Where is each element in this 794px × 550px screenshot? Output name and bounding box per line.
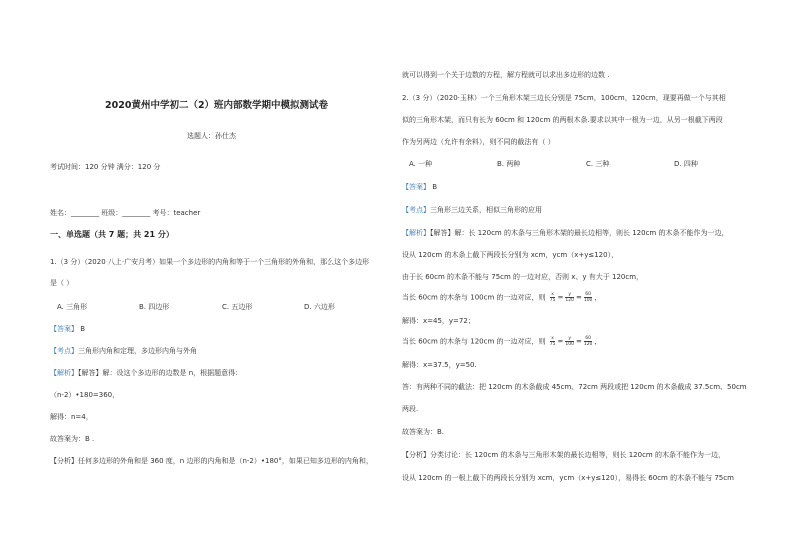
solution-line-with-fraction: 当长 60cm 的木条与 120cm 的一边对应，则 $\frac{x}{75}$ = $\frac{y}{100}$ = $\frac{60}{120}$ ， bbox=[402, 336, 602, 347]
knowledge-point-line bbox=[402, 206, 542, 215]
option-c: C. 三种 bbox=[586, 160, 610, 168]
exam-info: 考试时间：120 分钟 满分：120 分 bbox=[50, 163, 161, 171]
summary-line: 设从 120cm 的一根上截下的两段长分别为 xcm，ycm（x+y≤120），易得长 60cm 的木条不能与 75cm bbox=[402, 474, 734, 482]
option-d: D. 六边形 bbox=[304, 303, 335, 311]
option-b: B. 两种 bbox=[497, 160, 521, 168]
answer-line bbox=[50, 325, 85, 334]
document-title: 2020黄州中学初二（2）班内部数学期中模拟测试卷 bbox=[105, 100, 329, 111]
answer-tag: 【答案】 bbox=[402, 183, 430, 191]
solution-text: 当长 60cm 的木条与 100cm 的一边对应，则 bbox=[402, 293, 546, 302]
solution-line: 解得：x=37.5，y=50. bbox=[402, 361, 477, 369]
denominator: 100 bbox=[583, 298, 593, 303]
denominator: 100 bbox=[565, 342, 574, 347]
option-c: C. 五边形 bbox=[222, 303, 253, 311]
solution-line: 故答案为：B. bbox=[402, 428, 445, 436]
solution-text: ， bbox=[594, 337, 602, 346]
section-heading: 一、单选题（共 7 题；共 21 分） bbox=[50, 230, 174, 239]
summary-text: 任何多边形的外角和是 360 度，n 边形的内角和是（n-2）•180°，如果已知多边形的内角和， bbox=[78, 457, 373, 465]
summary-tag: 【分析】 bbox=[402, 451, 430, 459]
fraction bbox=[565, 292, 574, 303]
solution-text: 当长 60cm 的木条与 120cm 的一边对应，则 bbox=[402, 337, 546, 346]
analysis-line bbox=[50, 369, 242, 378]
fraction bbox=[584, 292, 593, 303]
solution-text: ， bbox=[594, 293, 602, 302]
fraction bbox=[565, 336, 574, 347]
denominator: 75 bbox=[549, 298, 556, 303]
solution-line: 故答案为：B . bbox=[50, 435, 95, 443]
solution-line: 解得：x=45，y=72； bbox=[402, 317, 475, 325]
option-b: B. 四边形 bbox=[139, 303, 170, 311]
student-info: 姓名：________ 班级：________ 考号：teacher bbox=[50, 209, 201, 217]
solution-line: 答：有两种不同的截法：把 120cm 的木条截成 45cm、72cm 两段或把 120cm 的木条截成 37.5cm、50cm bbox=[402, 383, 747, 391]
analysis-line bbox=[402, 229, 728, 238]
fraction bbox=[550, 292, 556, 303]
answer-value: B bbox=[78, 325, 86, 333]
left-page-column bbox=[50, 0, 375, 550]
numerator: x bbox=[551, 292, 554, 297]
numerator: x bbox=[551, 336, 554, 341]
analysis-tag: 【解析】 bbox=[50, 369, 78, 377]
solution-line: 解得：n=4， bbox=[50, 413, 93, 421]
point-text: 三角形内角和定理，多边形内角与外角 bbox=[78, 347, 197, 355]
fraction bbox=[584, 336, 593, 347]
denominator: 75 bbox=[549, 342, 556, 347]
answer-line bbox=[402, 183, 437, 192]
summary-line bbox=[50, 457, 373, 466]
option-a: A. 一种 bbox=[409, 160, 433, 168]
analysis-text: 【解答】解：设这个多边形的边数是 n，根据题意得： bbox=[78, 369, 243, 377]
question-1-stem: 1.（3 分）（2020 八上·广安月考）如果一个多边形的内角和等于一个三角形的外角和，那么这个多边形 bbox=[50, 258, 370, 266]
summary-tag: 【分析】 bbox=[50, 457, 78, 465]
solution-line: （n-2）•180=360， bbox=[50, 391, 120, 399]
point-text: 三角形三边关系，相似三角形的应用 bbox=[430, 206, 542, 214]
continued-text: 就可以得到一个关于边数的方程，解方程就可以求出多边形的边数 . bbox=[402, 71, 610, 79]
answer-value: B bbox=[430, 183, 438, 191]
question-2-stem: 作为另两边（允许有余料），则不同的截法有（ ） bbox=[402, 138, 555, 146]
summary-line bbox=[402, 451, 725, 460]
question-2-stem: 似的三角形木架，而只有长为 60cm 和 120cm 的两根木条.要求以其中一根为一边，从另一根截下两段 bbox=[402, 116, 723, 124]
question-setter: 选题人：孙仕杰 bbox=[187, 132, 236, 140]
summary-text: 分类讨论：长 120cm 的木条与三角形木架的最长边相等，则长 120cm 的木条不能作为一边， bbox=[430, 451, 725, 459]
analysis-tag: 【解析】 bbox=[402, 229, 430, 237]
fraction bbox=[550, 336, 556, 347]
denominator: 120 bbox=[583, 342, 593, 347]
solution-line: 两段. bbox=[402, 405, 419, 413]
solution-line-with-fraction: 当长 60cm 的木条与 100cm 的一边对应，则 $\frac{x}{75}$ = $\frac{y}{120}$ = $\frac{60}{100}$ ， bbox=[402, 292, 602, 303]
question-1-stem-end: 是（ ） bbox=[50, 279, 74, 287]
option-d: D. 四种 bbox=[674, 160, 698, 168]
knowledge-point-line bbox=[50, 347, 197, 356]
numerator: y bbox=[565, 292, 574, 298]
option-a: A. 三角形 bbox=[57, 303, 88, 311]
solution-line: 设从 120cm 的木条上截下两段长分别为 xcm，ycm（x+y≤120）， bbox=[402, 251, 619, 259]
solution-line: 由于长 60cm 的木条不能与 75cm 的一边对应，否则 x、y 有大于 120cm， bbox=[402, 273, 644, 281]
point-tag: 【考点】 bbox=[50, 347, 78, 355]
numerator: 60 bbox=[585, 292, 591, 297]
question-2-stem: 2.（3 分）（2020·玉林）一个三角形木架三边长分别是 75cm，100cm，120cm，现要再做一个与其相 bbox=[402, 94, 726, 102]
denominator: 120 bbox=[565, 298, 574, 303]
numerator: 60 bbox=[585, 336, 591, 341]
point-tag: 【考点】 bbox=[402, 206, 430, 214]
answer-tag: 【答案】 bbox=[50, 325, 78, 333]
numerator: y bbox=[565, 336, 574, 342]
analysis-text: 【解答】解：长 120cm 的木条与三角形木架的最长边相等，则长 120cm 的木条不能作为一边， bbox=[430, 229, 729, 237]
right-page-column bbox=[402, 0, 780, 550]
